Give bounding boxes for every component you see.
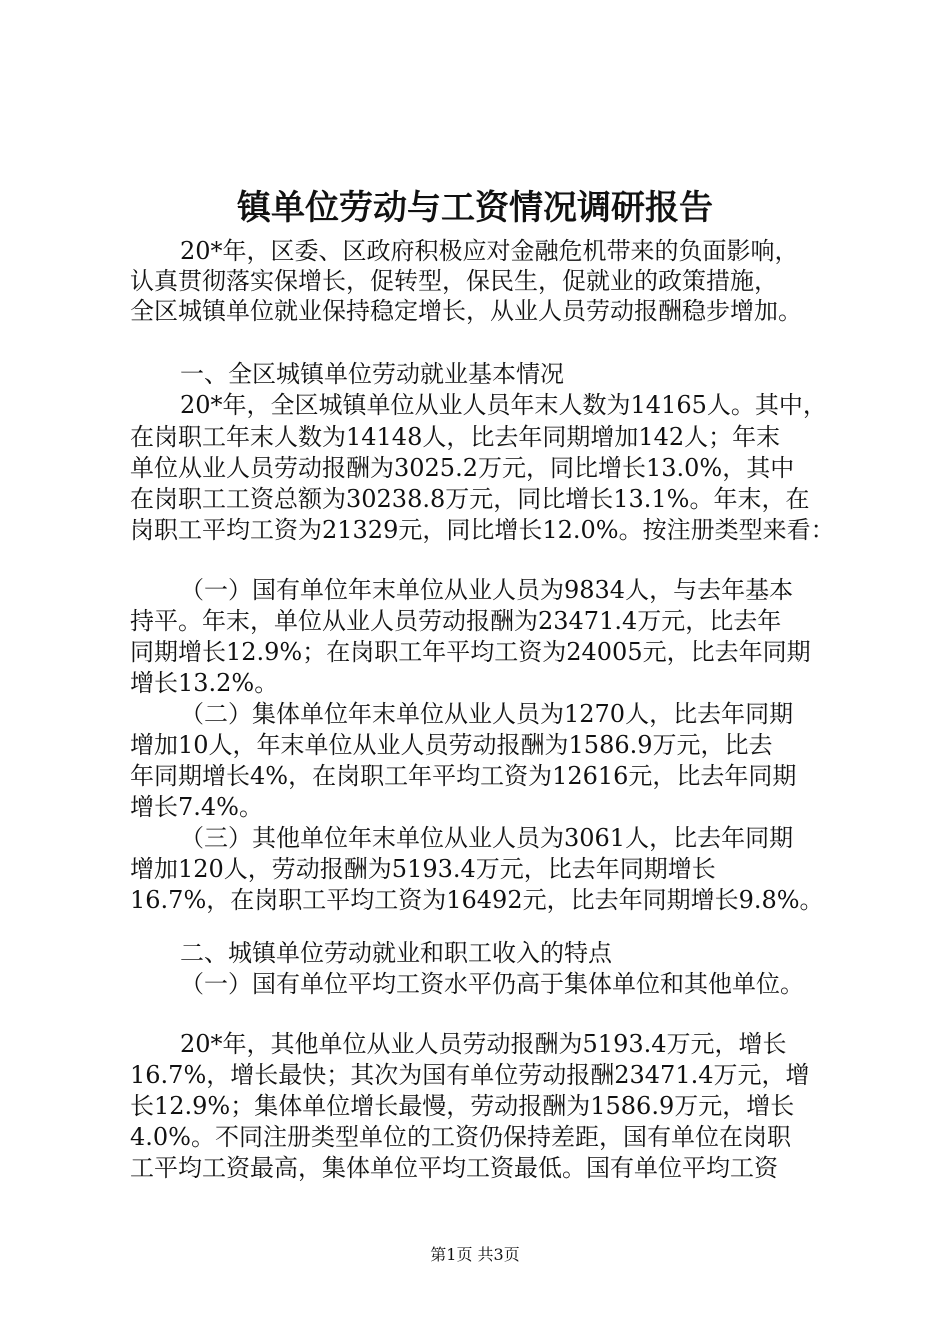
paragraph-line: 20*年，其他单位从业人员劳动报酬为5193.4万元，增长 [180,1030,787,1058]
subsection-line: （一）国有单位年末单位从业人员为9834人，与去年基本 [180,576,794,604]
paragraph-line: 增加10人，年末单位从业人员劳动报酬为1586.9万元，比去 [130,731,773,759]
paragraph-line: 增加120人，劳动报酬为5193.4万元，比去年同期增长 [130,855,716,883]
paragraph-line: 年同期增长4%，在岗职工年平均工资为12616元，比去年同期 [130,762,797,790]
paragraph-line: 认真贯彻落实保增长，促转型，保民生，促就业的政策措施， [130,267,778,295]
paragraph-line: 16.7%，增长最快；其次为国有单位劳动报酬23471.4万元，增 [130,1061,810,1089]
paragraph-line: 持平。年末，单位从业人员劳动报酬为23471.4万元，比去年 [130,607,782,635]
paragraph-line: 增长7.4%。 [130,793,263,821]
paragraph-line: 16.7%，在岗职工平均工资为16492元，比去年同期增长9.8%。 [130,886,824,914]
paragraph-line: 20*年，区委、区政府积极应对金融危机带来的负面影响， [180,237,799,265]
document-title: 镇单位劳动与工资情况调研报告 [237,188,713,228]
page-number: 第1页 共3页 [430,1245,520,1264]
subsection-line: （二）集体单位年末单位从业人员为1270人，比去年同期 [180,700,794,728]
section-heading: 一、全区城镇单位劳动就业基本情况 [180,360,564,388]
paragraph-line: 在岗职工工资总额为30238.8万元，同比增长13.1%。年末，在 [130,485,810,513]
paragraph-line: 在岗职工年末人数为14148人，比去年同期增加142人；年末 [130,423,781,451]
paragraph-line: 20*年，全区城镇单位从业人员年末人数为14165人。其中， [180,391,827,419]
paragraph-line: 增长13.2%。 [130,669,279,697]
paragraph-line: 全区城镇单位就业保持稳定增长，从业人员劳动报酬稳步增加。 [130,297,802,325]
section-heading: 二、城镇单位劳动就业和职工收入的特点 [180,939,612,967]
paragraph-line: 单位从业人员劳动报酬为3025.2万元，同比增长13.0%，其中 [130,454,795,482]
paragraph-line: 同期增长12.9%；在岗职工年平均工资为24005元，比去年同期 [130,638,811,666]
paragraph-line: 工平均工资最高，集体单位平均工资最低。国有单位平均工资 [130,1154,778,1182]
paragraph-line: 岗职工平均工资为21329元，同比增长12.0%。按注册类型来看： [130,516,835,544]
paragraph-line: 4.0%。不同注册类型单位的工资仍保持差距，国有单位在岗职 [130,1123,791,1151]
subsection-line: （一）国有单位平均工资水平仍高于集体单位和其他单位。 [180,970,804,998]
subsection-line: （三）其他单位年末单位从业人员为3061人，比去年同期 [180,824,794,852]
paragraph-line: 长12.9%；集体单位增长最慢，劳动报酬为1586.9万元，增长 [130,1092,795,1120]
